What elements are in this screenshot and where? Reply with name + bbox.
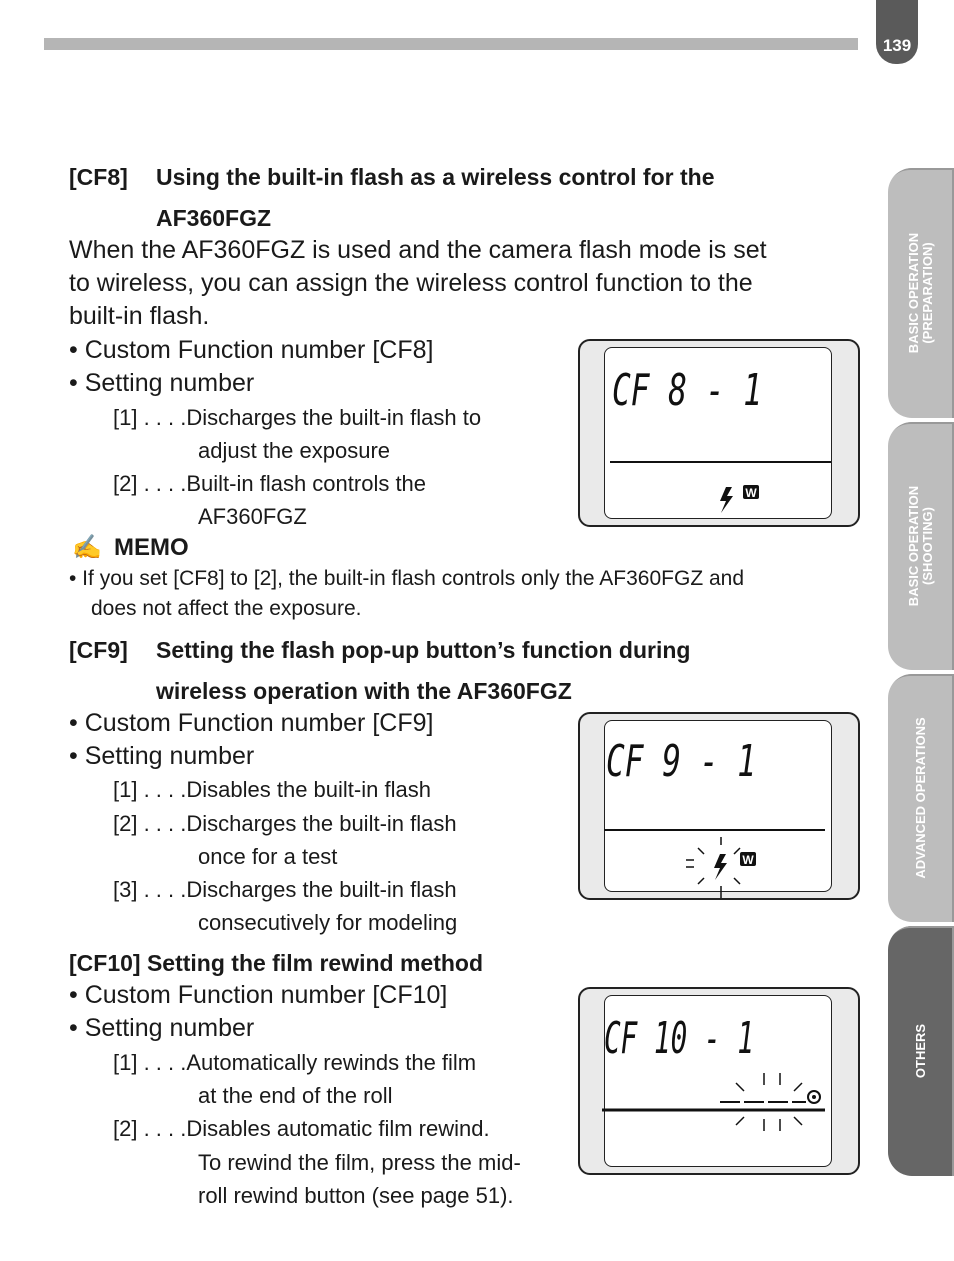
cf8-option1-line2: adjust the exposure	[198, 438, 391, 463]
memo-line1: • If you set [CF8] to [2], the built-in flash controls only the AF360FGZ and	[69, 567, 745, 590]
side-tab-sublabel: (SHOOTING)	[920, 507, 935, 586]
svg-text:W: W	[745, 486, 757, 500]
cf9-bullet-function-number: • Custom Function number [CF9]	[69, 709, 434, 737]
memo-label: MEMO	[114, 534, 189, 561]
cf8-lcd-readout: CF 8 - 1	[612, 365, 762, 416]
cf8-bullet-function-number: • Custom Function number [CF8]	[69, 336, 434, 364]
flash-icon	[714, 854, 727, 880]
cf10-option1-line2: at the end of the roll	[198, 1083, 393, 1108]
cf9-option3-line2: consecutively for modeling	[198, 910, 458, 935]
side-tab-others[interactable]	[888, 926, 954, 1176]
cf9-lcd-graphic	[580, 714, 858, 898]
cf9-lcd-panel	[578, 712, 860, 900]
cf8-title-line1: Using the built-in flash as a wireless control for the	[156, 164, 715, 190]
side-tab-label: BASIC OPERATION	[906, 232, 921, 354]
cf10-option2-line3: roll rewind button (see page 51).	[198, 1183, 514, 1208]
cf10-bullet-function-number: • Custom Function number [CF10]	[69, 981, 448, 1009]
cf8-option2-line1: [2] . . . .Built-in flash controls the	[113, 471, 427, 496]
memo-line2: does not affect the exposure.	[91, 597, 362, 620]
cf10-option2-line1: [2] . . . .Disables automatic film rewind.	[113, 1116, 490, 1141]
cf8-lcd-graphic	[580, 341, 858, 525]
side-tab-basic-preparation[interactable]	[888, 168, 954, 418]
cf10-option1-line1: [1] . . . .Automatically rewinds the film	[113, 1050, 477, 1075]
cf9-title-line1: Setting the flash pop-up button’s function during	[156, 637, 691, 663]
cf9-option2-line1: [2] . . . .Discharges the built-in flash	[113, 811, 457, 836]
flash-blink-rays-icon	[686, 837, 740, 898]
cf9-option2-line2: once for a test	[198, 844, 338, 869]
cf9-title-line2: wireless operation with the AF360FGZ	[156, 678, 572, 704]
cf8-paragraph-line3: built-in flash.	[69, 302, 210, 330]
side-tab-label: OTHERS	[913, 1023, 928, 1079]
cf10-bullet-setting-number: • Setting number	[69, 1014, 255, 1042]
cf9-option1-line1: [1] . . . .Disables the built-in flash	[113, 777, 431, 802]
side-tab-advanced[interactable]	[888, 674, 954, 922]
page-number: 139	[876, 0, 918, 64]
wireless-w-icon	[743, 485, 759, 500]
flash-icon	[720, 487, 733, 513]
cf9-bullet-setting-number: • Setting number	[69, 742, 255, 770]
cf8-paragraph-line1: When the AF360FGZ is used and the camera flash mode is set	[69, 236, 767, 264]
side-tab-label: ADVANCED OPERATIONS	[913, 717, 928, 879]
cf8-tag: [CF8]	[69, 164, 128, 190]
cf10-lcd-graphic	[580, 989, 858, 1173]
cf8-option2-line2: AF360FGZ	[198, 504, 307, 529]
cf9-lcd-readout: CF 9 - 1	[606, 736, 756, 787]
side-tab-basic-shooting[interactable]	[888, 422, 954, 670]
cf8-title-line2: AF360FGZ	[156, 205, 272, 231]
cf10-lcd-panel	[578, 987, 860, 1175]
cf10-option2-line2: To rewind the film, press the mid-	[198, 1150, 521, 1175]
cf9-option3-line1: [3] . . . .Discharges the built-in flash	[113, 877, 457, 902]
cf8-bullet-setting-number: • Setting number	[69, 369, 255, 397]
wireless-w-icon	[740, 852, 756, 867]
cf9-tag: [CF9]	[69, 637, 128, 663]
cf10-title: [CF10] Setting the film rewind method	[69, 950, 484, 976]
cf10-lcd-readout: CF 10 - 1	[604, 1013, 754, 1064]
cf8-option1-line1: [1] . . . .Discharges the built-in flash to	[113, 405, 482, 430]
film-cartridge-icon	[808, 1091, 820, 1103]
cf8-paragraph-line2: to wireless, you can assign the wireless control function to the	[69, 269, 753, 297]
pencil-icon: ✍	[72, 534, 102, 561]
cf8-lcd-panel	[578, 339, 860, 527]
header-rule	[44, 38, 858, 50]
side-tab-sublabel: (PREPARATION)	[920, 242, 935, 344]
svg-text:W: W	[742, 853, 754, 867]
side-tab-label: BASIC OPERATION	[906, 485, 921, 607]
